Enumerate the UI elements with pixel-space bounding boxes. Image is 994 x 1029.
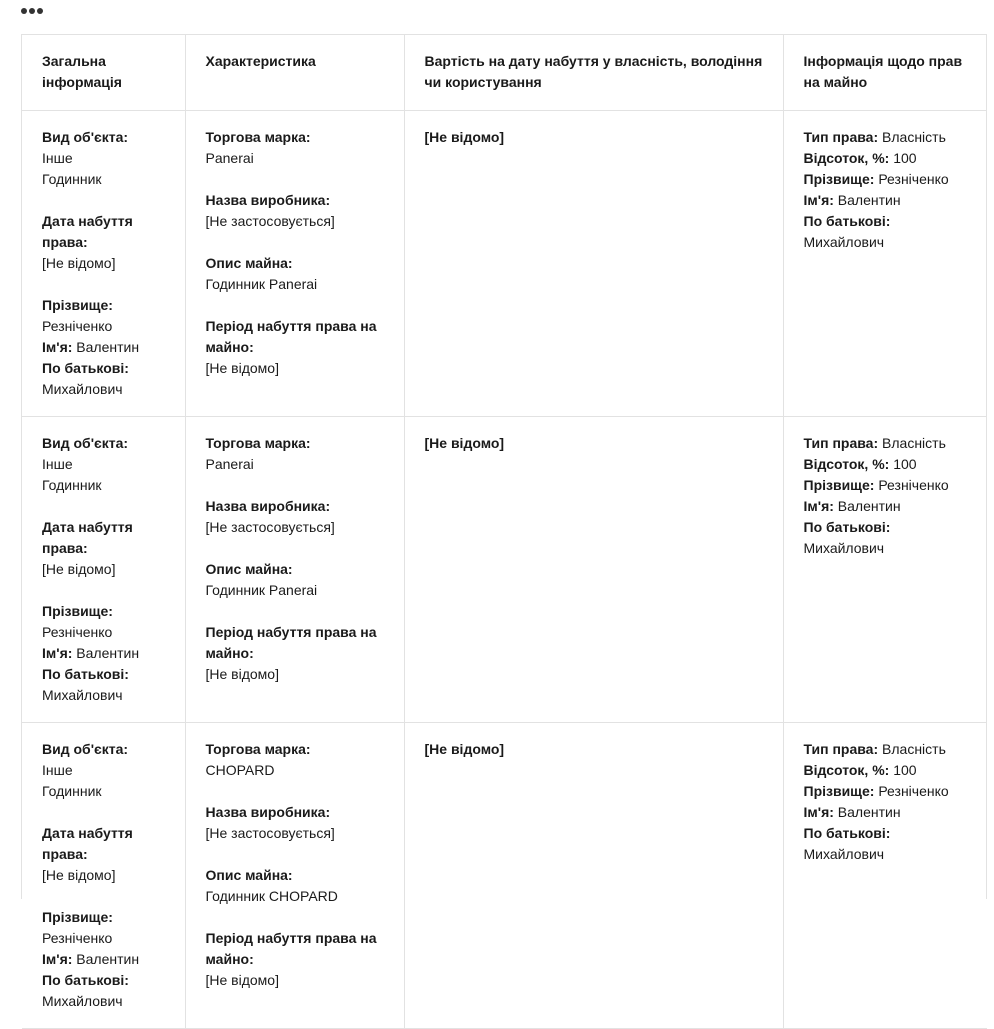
value-text: [Не відомо] (424, 740, 505, 757)
patronymic-label: По батькові: (42, 971, 129, 988)
right-type-value: Власність (882, 128, 946, 145)
percent-value: 100 (893, 761, 917, 778)
percent-label: Відсоток, %: (803, 455, 890, 472)
percent-label: Відсоток, %: (803, 149, 890, 166)
owner-surname-value: Резніченко (878, 170, 949, 187)
object-type-value: Інше (42, 455, 73, 472)
owner-name-label: Ім'я: (803, 803, 834, 820)
characteristics-cell (185, 722, 404, 1028)
acquisition-period-label: Період набуття права на майно: (205, 623, 377, 661)
patronymic-value: Михайлович (42, 686, 123, 703)
owner-name-value: Валентин (837, 497, 901, 514)
surname-value: Резніченко (42, 317, 113, 334)
surname-value: Резніченко (42, 929, 113, 946)
dot (29, 8, 35, 14)
owner-patronymic-label: По батькові: (803, 212, 891, 229)
manufacturer-label: Назва виробника: (205, 803, 331, 820)
owner-surname-label: Прізвище: (803, 476, 875, 493)
rights-cell (783, 722, 987, 1028)
right-type-label: Тип права: (803, 128, 879, 145)
owner-name-value: Валентин (837, 803, 901, 820)
right-type-value: Власність (882, 434, 946, 451)
right-type-label: Тип права: (803, 740, 879, 757)
owner-surname-label: Прізвище: (803, 782, 875, 799)
patronymic-value: Михайлович (42, 380, 123, 397)
description-value: Годинник Panerai (205, 581, 318, 598)
characteristics-cell (185, 110, 404, 416)
rights-cell (783, 416, 987, 722)
manufacturer-value: [Не застосовується] (205, 824, 335, 841)
percent-label: Відсоток, %: (803, 761, 890, 778)
owner-name-label: Ім'я: (803, 191, 834, 208)
acquisition-period-label: Період набуття права на майно: (205, 317, 377, 355)
object-type-value-2: Годинник (42, 782, 102, 799)
description-value: Годинник CHOPARD (205, 887, 338, 904)
owner-patronymic-value: Михайлович (803, 845, 885, 862)
table-row (22, 722, 987, 1028)
brand-label: Торгова марка: (205, 740, 311, 757)
brand-value: CHOPARD (205, 761, 275, 778)
header-rights: Інформація щодо прав на майно (783, 35, 987, 110)
surname-label: Прізвище: (42, 908, 113, 925)
percent-value: 100 (893, 149, 917, 166)
object-type-value: Інше (42, 149, 73, 166)
owner-patronymic-label: По батькові: (803, 824, 891, 841)
value-text: [Не відомо] (424, 128, 505, 145)
acquisition-period-value: [Не відомо] (205, 359, 279, 376)
surname-value: Резніченко (42, 623, 113, 640)
manufacturer-label: Назва виробника: (205, 191, 331, 208)
dot (21, 8, 27, 14)
owner-patronymic-value: Михайлович (803, 539, 885, 556)
acquisition-date-value: [Не відомо] (42, 866, 116, 883)
description-label: Опис майна: (205, 560, 293, 577)
table-row (22, 110, 987, 416)
object-type-value-2: Годинник (42, 476, 102, 493)
characteristics-cell (185, 416, 404, 722)
manufacturer-value: [Не застосовується] (205, 518, 335, 535)
owner-name-value: Валентин (837, 191, 901, 208)
value-cell (404, 416, 783, 722)
owner-patronymic-value: Михайлович (803, 233, 885, 250)
right-type-value: Власність (882, 740, 946, 757)
acquisition-date-label: Дата набуття права: (42, 824, 133, 862)
name-value: Валентин (76, 950, 140, 967)
patronymic-value: Михайлович (42, 992, 123, 1009)
name-value: Валентин (76, 644, 140, 661)
value-text: [Не відомо] (424, 434, 505, 451)
brand-label: Торгова марка: (205, 128, 311, 145)
dot (37, 8, 43, 14)
rights-cell (783, 110, 987, 416)
brand-value: Panerai (205, 455, 254, 472)
object-type-label: Вид об'єкта: (42, 128, 129, 145)
owner-surname-value: Резніченко (878, 782, 949, 799)
description-label: Опис майна: (205, 866, 293, 883)
name-label: Ім'я: (42, 338, 73, 355)
surname-label: Прізвище: (42, 602, 113, 619)
manufacturer-value: [Не застосовується] (205, 212, 335, 229)
owner-patronymic-label: По батькові: (803, 518, 891, 535)
percent-value: 100 (893, 455, 917, 472)
more-options-icon[interactable] (21, 4, 45, 18)
object-type-label: Вид об'єкта: (42, 740, 129, 757)
acquisition-date-value: [Не відомо] (42, 560, 116, 577)
header-characteristics: Характеристика (185, 35, 404, 110)
general-cell (22, 722, 185, 1028)
owner-surname-label: Прізвище: (803, 170, 875, 187)
acquisition-period-value: [Не відомо] (205, 971, 279, 988)
acquisition-date-value: [Не відомо] (42, 254, 116, 271)
table-body (22, 110, 987, 1028)
object-type-label: Вид об'єкта: (42, 434, 129, 451)
owner-surname-value: Резніченко (878, 476, 949, 493)
right-type-label: Тип права: (803, 434, 879, 451)
property-table-container (21, 34, 987, 1009)
brand-value: Panerai (205, 149, 254, 166)
general-cell (22, 110, 185, 416)
table-row (22, 416, 987, 722)
table-header-row (22, 35, 987, 110)
patronymic-label: По батькові: (42, 359, 129, 376)
value-cell (404, 110, 783, 416)
value-cell (404, 722, 783, 1028)
name-label: Ім'я: (42, 644, 73, 661)
description-value: Годинник Panerai (205, 275, 318, 292)
surname-label: Прізвище: (42, 296, 113, 313)
object-type-value: Інше (42, 761, 73, 778)
acquisition-period-label: Період набуття права на майно: (205, 929, 377, 967)
patronymic-label: По батькові: (42, 665, 129, 682)
name-label: Ім'я: (42, 950, 73, 967)
general-cell (22, 416, 185, 722)
header-general: Загальна інформація (22, 35, 185, 110)
manufacturer-label: Назва виробника: (205, 497, 331, 514)
owner-name-label: Ім'я: (803, 497, 834, 514)
name-value: Валентин (76, 338, 140, 355)
acquisition-date-label: Дата набуття права: (42, 212, 133, 250)
description-label: Опис майна: (205, 254, 293, 271)
brand-label: Торгова марка: (205, 434, 311, 451)
header-value: Вартість на дату набуття у власність, володіння чи користування (404, 35, 783, 110)
object-type-value-2: Годинник (42, 170, 102, 187)
acquisition-date-label: Дата набуття права: (42, 518, 133, 556)
property-table (22, 35, 987, 1029)
acquisition-period-value: [Не відомо] (205, 665, 279, 682)
